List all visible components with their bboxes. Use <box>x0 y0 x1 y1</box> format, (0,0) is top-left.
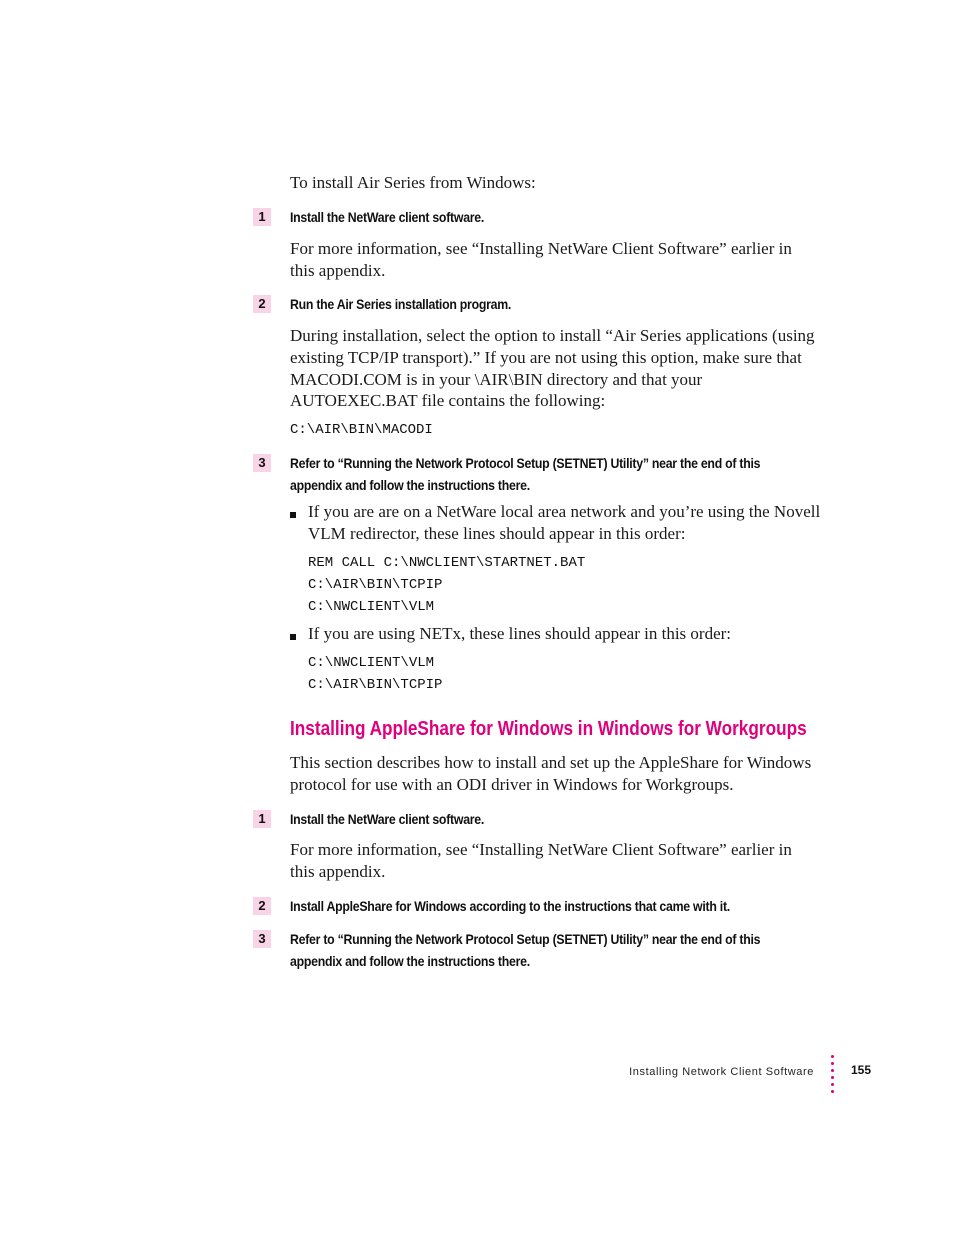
step-body-line: For more information, see “Installing NetWare Client Software” earlier in <box>290 840 792 859</box>
step-instruction-line: appendix and follow the instructions there. <box>290 477 530 493</box>
step-number-badge: 1 <box>253 810 271 828</box>
page-number: 155 <box>851 1063 872 1077</box>
bullet-line: VLM redirector, these lines should appear in this order: <box>308 524 686 543</box>
code-line: C:\AIR\BIN\MACODI <box>290 422 433 438</box>
step-number-badge: 2 <box>253 295 271 313</box>
code-line: C:\AIR\BIN\TCPIP <box>308 577 443 593</box>
step-body-line: MACODI.COM is in your \AIR\BIN directory and that your <box>290 370 703 389</box>
step-instruction: Install the NetWare client software. <box>290 811 485 827</box>
step-number-badge: 2 <box>253 897 271 915</box>
section-intro-line: This section describes how to install and set up the AppleShare for Windows <box>290 753 812 772</box>
step-body-line: this appendix. <box>290 261 386 280</box>
step-instruction: Install the NetWare client software. <box>290 209 485 225</box>
dot-icon <box>831 1090 834 1093</box>
bullet-icon <box>290 512 296 518</box>
step-body-line: AUTOEXEC.BAT file contains the following: <box>290 391 606 410</box>
bullet-line: If you are are on a NetWare local area network and you’re using the Novell <box>308 502 821 521</box>
step-instruction: Install AppleShare for Windows according to the instructions that came with it. <box>290 898 730 914</box>
code-line: C:\NWCLIENT\VLM <box>308 599 435 615</box>
step-number-badge: 3 <box>253 930 271 948</box>
step-body-line: During installation, select the option to install “Air Series applications (using <box>290 326 815 345</box>
step-instruction: Run the Air Series installation program. <box>290 296 512 312</box>
step-body-line: this appendix. <box>290 862 386 881</box>
intro-text: To install Air Series from Windows: <box>290 173 536 192</box>
code-line: C:\NWCLIENT\VLM <box>308 655 435 671</box>
bullet-line: If you are using NETx, these lines should appear in this order: <box>308 624 732 643</box>
dot-icon <box>831 1055 834 1058</box>
section-heading: Installing AppleShare for Windows in Windows for Workgroups <box>290 718 807 740</box>
step-body-line: existing TCP/IP transport).” If you are not using this option, make sure that <box>290 348 802 367</box>
step-number-badge: 3 <box>253 454 271 472</box>
step-instruction-line: appendix and follow the instructions there. <box>290 953 530 969</box>
step-instruction-line: Refer to “Running the Network Protocol Setup (SETNET) Utility” near the end of this <box>290 931 761 947</box>
step-body-line: For more information, see “Installing NetWare Client Software” earlier in <box>290 239 792 258</box>
section-intro-line: protocol for use with an ODI driver in Windows for Workgroups. <box>290 775 734 794</box>
code-line: REM CALL C:\NWCLIENT\STARTNET.BAT <box>308 555 586 571</box>
dot-icon <box>831 1069 834 1072</box>
running-footer-title: Installing Network Client Software <box>629 1066 814 1078</box>
dot-icon <box>831 1062 834 1065</box>
step-number-badge: 1 <box>253 208 271 226</box>
step-instruction-line: Refer to “Running the Network Protocol Setup (SETNET) Utility” near the end of this <box>290 455 761 471</box>
dot-icon <box>831 1076 834 1079</box>
dot-icon <box>831 1083 834 1086</box>
code-line: C:\AIR\BIN\TCPIP <box>308 677 443 693</box>
bullet-icon <box>290 634 296 640</box>
